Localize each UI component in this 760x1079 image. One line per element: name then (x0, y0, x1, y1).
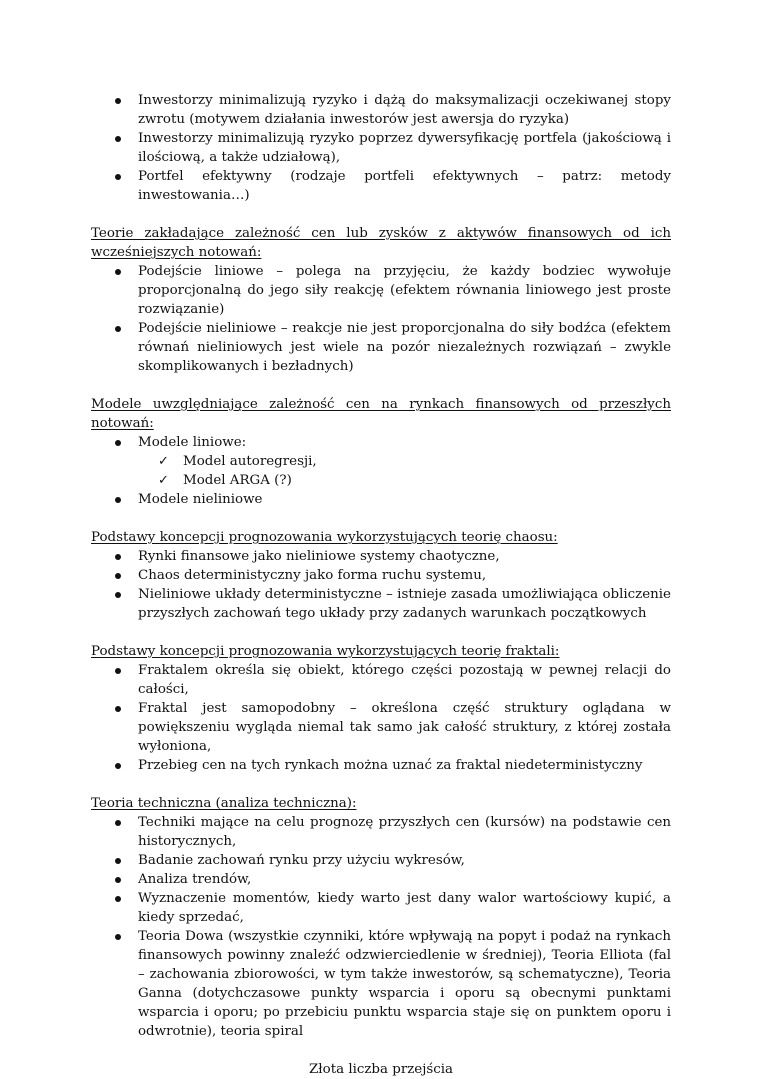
closing-title: Złota liczba przejścia (308, 1062, 453, 1077)
bullet-icon (115, 497, 121, 503)
section-list (91, 262, 671, 376)
list-item: Fraktalem określa się obiekt, którego części pozostają w pewnej relacji do całości, (91, 661, 671, 699)
bullet-icon (115, 820, 121, 826)
section-list (91, 813, 671, 1041)
list-item: Podejście liniowe – polega na przyjęciu, że każdy bodziec wywołuje proporcjonalną do jego siły reakcję (efektem równania liniowego jest proste rozwiązanie) (91, 262, 671, 319)
section-heading: Teoria techniczna (analiza techniczna): (91, 796, 357, 811)
section-list (91, 661, 671, 775)
list-item: Modele liniowe: (91, 433, 671, 452)
checkmark-icon: ✓ (158, 454, 169, 469)
bullet-icon (115, 136, 121, 142)
section-list (91, 547, 671, 623)
list-item: Portfel efektywny (rodzaje portfeli efektywnych – patrz: metody inwestowania…) (91, 167, 671, 205)
list-item: Nieliniowe układy deterministyczne – istnieje zasada umożliwiająca obliczenie przyszłych zachowań tego układy przy zadanych warunkach początkowych (91, 585, 671, 623)
checklist-item: ✓ Model autoregresji, (158, 454, 317, 469)
list-item: Chaos deterministyczny jako forma ruchu systemu, (91, 566, 671, 585)
bullet-icon (115, 896, 121, 902)
bullet-icon (115, 592, 121, 598)
section-heading: Teorie zakładające zależność cen lub zysków z aktywów finansowych od ich wcześniejszych notowań: (91, 226, 671, 260)
section-list (91, 490, 671, 509)
list-item: Modele nieliniowe (91, 490, 671, 509)
list-item: Techniki mające na celu prognozę przyszłych cen (kursów) na podstawie cen historycznych, (91, 813, 671, 851)
bullet-icon (115, 858, 121, 864)
bullet-icon (115, 98, 121, 104)
section-heading: Modele uwzględniające zależność cen na rynkach finansowych od przeszłych notowań: (91, 397, 671, 431)
bullet-icon (115, 174, 121, 180)
list-item: Inwestorzy minimalizują ryzyko i dążą do maksymalizacji oczekiwanej stopy zwrotu (motywem działania inwestorów jest awersja do ryzyka) (91, 91, 671, 129)
list-item: Inwestorzy minimalizują ryzyko poprzez dywersyfikację portfela (jakościową i ilościową, a także udziałową), (91, 129, 671, 167)
bullet-icon (115, 668, 121, 674)
list-item: Teoria Dowa (wszystkie czynniki, które wpływają na popyt i podaż na rynkach finansowych powinny znaleźć odzwierciedlenie w średniej), Teoria Elliota (fal – zachowania zbiorowości, w tym także inwestorów, są schematyczne), Teoria Ganna (dotychczasowe punkty wsparcia i oporu są obecnymi punktami wsparcia i oporu; po przebiciu punktu wsparcia staje się on punktem oporu i odwrotnie), teoria spiral (91, 927, 671, 1041)
bullet-icon (115, 763, 121, 769)
document-body (91, 91, 671, 1079)
list-item: Wyznaczenie momentów, kiedy warto jest dany walor wartościowy kupić, a kiedy sprzedać, (91, 889, 671, 927)
intro-list (91, 91, 671, 205)
checkmark-icon: ✓ (158, 473, 169, 488)
section-list (91, 433, 671, 452)
bullet-icon (115, 269, 121, 275)
list-item: Podejście nieliniowe – reakcje nie jest proporcjonalna do siły bodźca (efektem równań nieliniowych jest wiele na pozór niezależnych rozwiązań – zwykle skomplikowanych i bezładnych) (91, 319, 671, 376)
list-item: Fraktal jest samopodobny – określona część struktury oglądana w powiększeniu wygląda niemal tak samo jak całość struktury, z której została wyłoniona, (91, 699, 671, 756)
list-item: Przebieg cen na tych rynkach można uznać za fraktal niedeterministyczny (91, 756, 671, 775)
list-item: Analiza trendów, (91, 870, 671, 889)
bullet-icon (115, 440, 121, 446)
list-item: Badanie zachowań rynku przy użyciu wykresów, (91, 851, 671, 870)
bullet-icon (115, 877, 121, 883)
section-heading: Podstawy koncepcji prognozowania wykorzystujących teorię chaosu: (91, 530, 558, 545)
list-item: Rynki finansowe jako nieliniowe systemy chaotyczne, (91, 547, 671, 566)
checklist-item: ✓ Model ARGA (?) (158, 473, 292, 488)
bullet-icon (115, 326, 121, 332)
checkmark-list (91, 452, 671, 490)
bullet-icon (115, 706, 121, 712)
bullet-icon (115, 934, 121, 940)
section-heading: Podstawy koncepcji prognozowania wykorzystujących teorię fraktali: (91, 644, 560, 659)
bullet-icon (115, 573, 121, 579)
bullet-icon (115, 554, 121, 560)
